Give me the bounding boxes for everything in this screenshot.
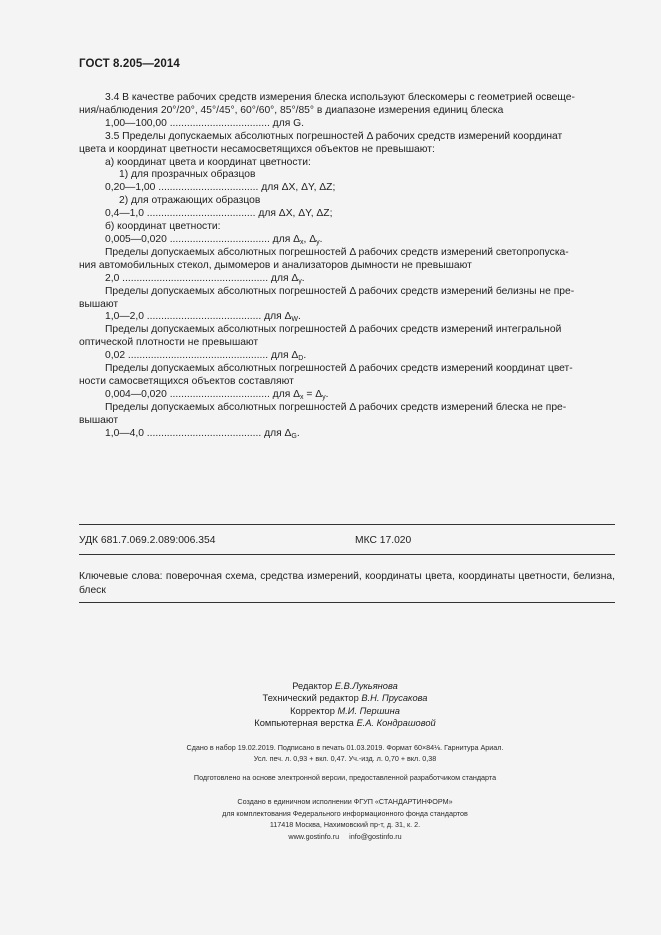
paragraph-3-4: 3.4 В качестве рабочих средств измерения блеска используют блескомеры с геометрией освеще- xyxy=(105,92,575,103)
divider-top xyxy=(79,524,615,525)
list-item-a1: 1) для прозрачных образцов xyxy=(119,169,256,181)
keywords: Ключевые слова: поверочная схема, средства измерений, координаты цвета, координаты цветности, белизна, блеск xyxy=(79,571,615,596)
tech-editor-line: Технический редактор В.Н. Прусакова xyxy=(262,693,428,704)
publisher-block: Создано в единичном исполнении ФГУП «СТАНДАРТИНФОРМ» для комплектования Федерального информационного фонда стандартов 117418 Москва, Нахимовский пр-т, д. 31, к. 2. www.gostinfo.ru info@gostinfo.ru xyxy=(222,797,468,841)
editor-line: Редактор Е.В.Лукьянова xyxy=(292,681,398,691)
corrector-line: Корректор М.И. Першина xyxy=(290,705,400,716)
credits-block xyxy=(150,680,540,730)
udk-code: УДК 681.7.069.2.089:006.354 xyxy=(79,535,216,546)
paragraph-optical-density: Пределы допускаемых абсолютных погрешностей Δ рабочих средств измерений интегральной xyxy=(105,324,562,336)
paragraph-light-transmission: Пределы допускаемых абсолютных погрешностей Δ рабочих средств измерений светопропуска- xyxy=(105,246,569,258)
list-item-a: а) координат цвета и координат цветности: xyxy=(105,156,311,168)
divider-middle xyxy=(79,554,615,555)
paragraph-self-luminous: Пределы допускаемых абсолютных погрешностей Δ рабочих средств измерений координат цвет- xyxy=(105,363,573,375)
list-item-b: б) координат цветности: xyxy=(105,221,221,233)
list-item-a2: 2) для отражающих образцов xyxy=(119,195,261,207)
standard-header: ГОСТ 8.205—2014 xyxy=(79,58,180,70)
publisher-website: www.gostinfo.ru xyxy=(288,831,340,841)
divider-bottom xyxy=(79,602,615,603)
imprint-block: Сдано в набор 19.02.2019. Подписано в печать 01.03.2019. Формат 60×84⅛. Гарнитура Ариал. Усл. печ. л. 0,93 + вкл. 0,47. Уч.-изд. л. 0,70 + вкл. 0,38 xyxy=(186,743,504,763)
gloss-range: 1,00—100,00 ................................... для G. xyxy=(105,117,305,129)
paragraph-3-5: 3.5 Пределы допускаемых абсолютных погрешностей Δ рабочих средств измерений координат xyxy=(105,130,563,142)
paragraph-gloss: Пределы допускаемых абсолютных погрешностей Δ рабочих средств измерений блеска не пре- xyxy=(105,401,567,413)
paragraph-whiteness: Пределы допускаемых абсолютных погрешностей Δ рабочих средств измерений белизны не пре- xyxy=(105,285,575,297)
prepared-note: Подготовлено на основе электронной версии, предоставленной разработчиком стандарта xyxy=(193,773,497,782)
layout-line: Компьютерная верстка Е.А. Кондрашовой xyxy=(254,718,436,729)
document-body: 3.4 В качестве рабочих средств измерения блеска используют блескомеры с геометрией освеще- ния/наблюдения 20°/20°, 45°/45°, 60°/60°, 85°/85° в диапазоне измерения единиц блеска 1,00—100,00 ................................... для G. 3.5 Пределы допускаемых абсолютных погрешностей Δ рабочих средств измерений координат цвета и координат цветности несамосветящихся объектов не превышают: а) координат цвета и координат цветности: 1) для прозрачных образцов 0,20—1,00 ................................... для ΔX, ΔY, ΔZ; 2) для отражающих образцов 0,4—1,0 ...................................... для ΔX, ΔY, ΔZ; б) координат цветности: 0,005—0,020 ................................... для $\Delta_x$, $\Delta_y$. Пределы допускаемых абсолютных погрешностей Δ рабочих средств измерений светопропуска- ния автомобильных стекол, дымомеров и анализаторов дымности не превышают 2,0 ................................................... для $\Delta_\gamma$. Пределы допускаемых абсолютных погрешностей Δ рабочих средств измерений белизны не пре- вышают 1,0—2,0 ........................................ для $\Delta_W$. Пределы допускаемых абсолютных погрешностей Δ рабочих средств измерений интегральной оптической плотности не превышают 0,02 ................................................. для $\Delta_D$. Пределы допускаемых абсолютных погрешностей Δ рабочих средств измерений координат цвет- ности самосветящихся объектов составляют 0,004—0,020 ................................... для $\Delta_x = \Delta_y$. Пределы допускаемых абсолютных погрешностей Δ рабочих средств измерений блеска не пре- вышают 1,0—4,0 ........................................ для $\Delta_G$. xyxy=(79,92,615,440)
publisher-email: info@gostinfo.ru xyxy=(349,831,402,841)
mks-code: МКС 17.020 xyxy=(355,535,412,546)
